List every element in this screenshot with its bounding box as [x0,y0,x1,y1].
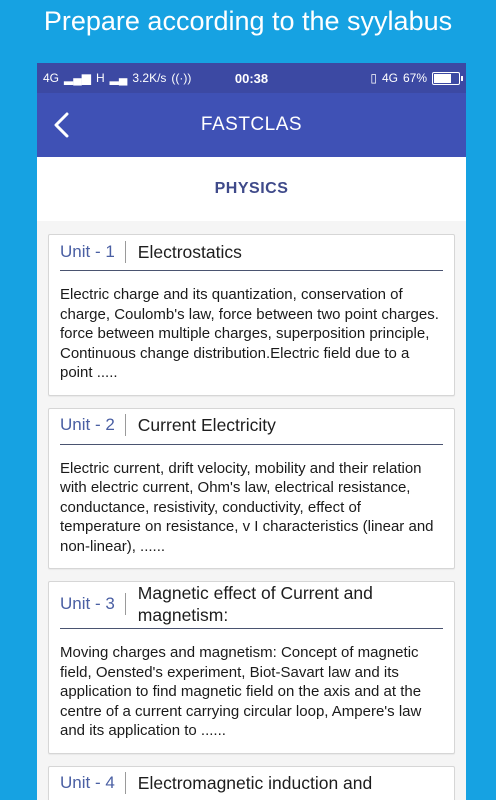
unit-description: Moving charges and magnetism: Concept of magnetic field, Oensted's experiment, Biot-Savart law and its application to find magnetic field on the axis and at the centre of a current carrying circular loop, Ampere's law and its application to ...... [60,644,422,739]
unit-title: Electromagnetic induction and [137,773,373,793]
net-speed: 3.2K/s [132,71,167,85]
app-bar [37,93,466,157]
unit-number: Unit - 4 [60,772,126,794]
back-arrow-icon[interactable] [47,109,79,141]
network-type: 4G [43,71,60,85]
clock: 00:38 [234,70,269,86]
unit-card-header [60,767,443,800]
battery-icon [432,72,460,85]
unit-list [37,221,466,800]
unit-description: Electric current, drift velocity, mobility and their relation with electric current, Ohm's law, electrical resistance, conductance, resistivity, conductivity, effect of temperature on resistance, v I characteristics (linear and non-linear), ...... [60,459,434,555]
unit-title: Magnetic effect of Current and magnetism: [137,583,373,625]
unit-number: Unit - 3 [60,593,126,615]
unit-card[interactable] [48,581,455,754]
hotspot-icon: ((·)) [171,71,192,85]
promo-caption: Prepare according to the syylabus [43,6,453,36]
unit-card[interactable] [48,408,455,570]
unit-description: Electric charge and its quantization, conservation of charge, Coulomb's law, force between two point charges. force between multiple charges, superposition principle, Continuous change distribution.Electric field due to a point ..... [60,286,439,381]
status-bar [37,63,466,93]
unit-card-header [60,235,443,271]
phone-screen [37,63,466,800]
app-title: FASTCLAS [200,114,303,135]
unit-number: Unit - 1 [60,241,126,263]
unit-card[interactable] [48,234,455,396]
battery-percent: 67% [402,71,427,85]
signal-icon: ▂▄▆ [64,71,91,85]
unit-card[interactable] [48,766,455,800]
signal-icon-2: ▂▄ [109,71,128,85]
battery-fill [434,74,451,83]
vibrate-icon: ▯ [370,71,377,85]
unit-card-header [60,582,443,629]
unit-title: Current Electricity [137,415,276,435]
unit-number: Unit - 2 [60,414,126,436]
network-type-2: H [95,71,105,85]
subject-heading: PHYSICS [37,157,466,221]
unit-title: Electrostatics [137,241,242,262]
lte-label: 4G [381,71,398,85]
unit-card-header [60,409,443,445]
